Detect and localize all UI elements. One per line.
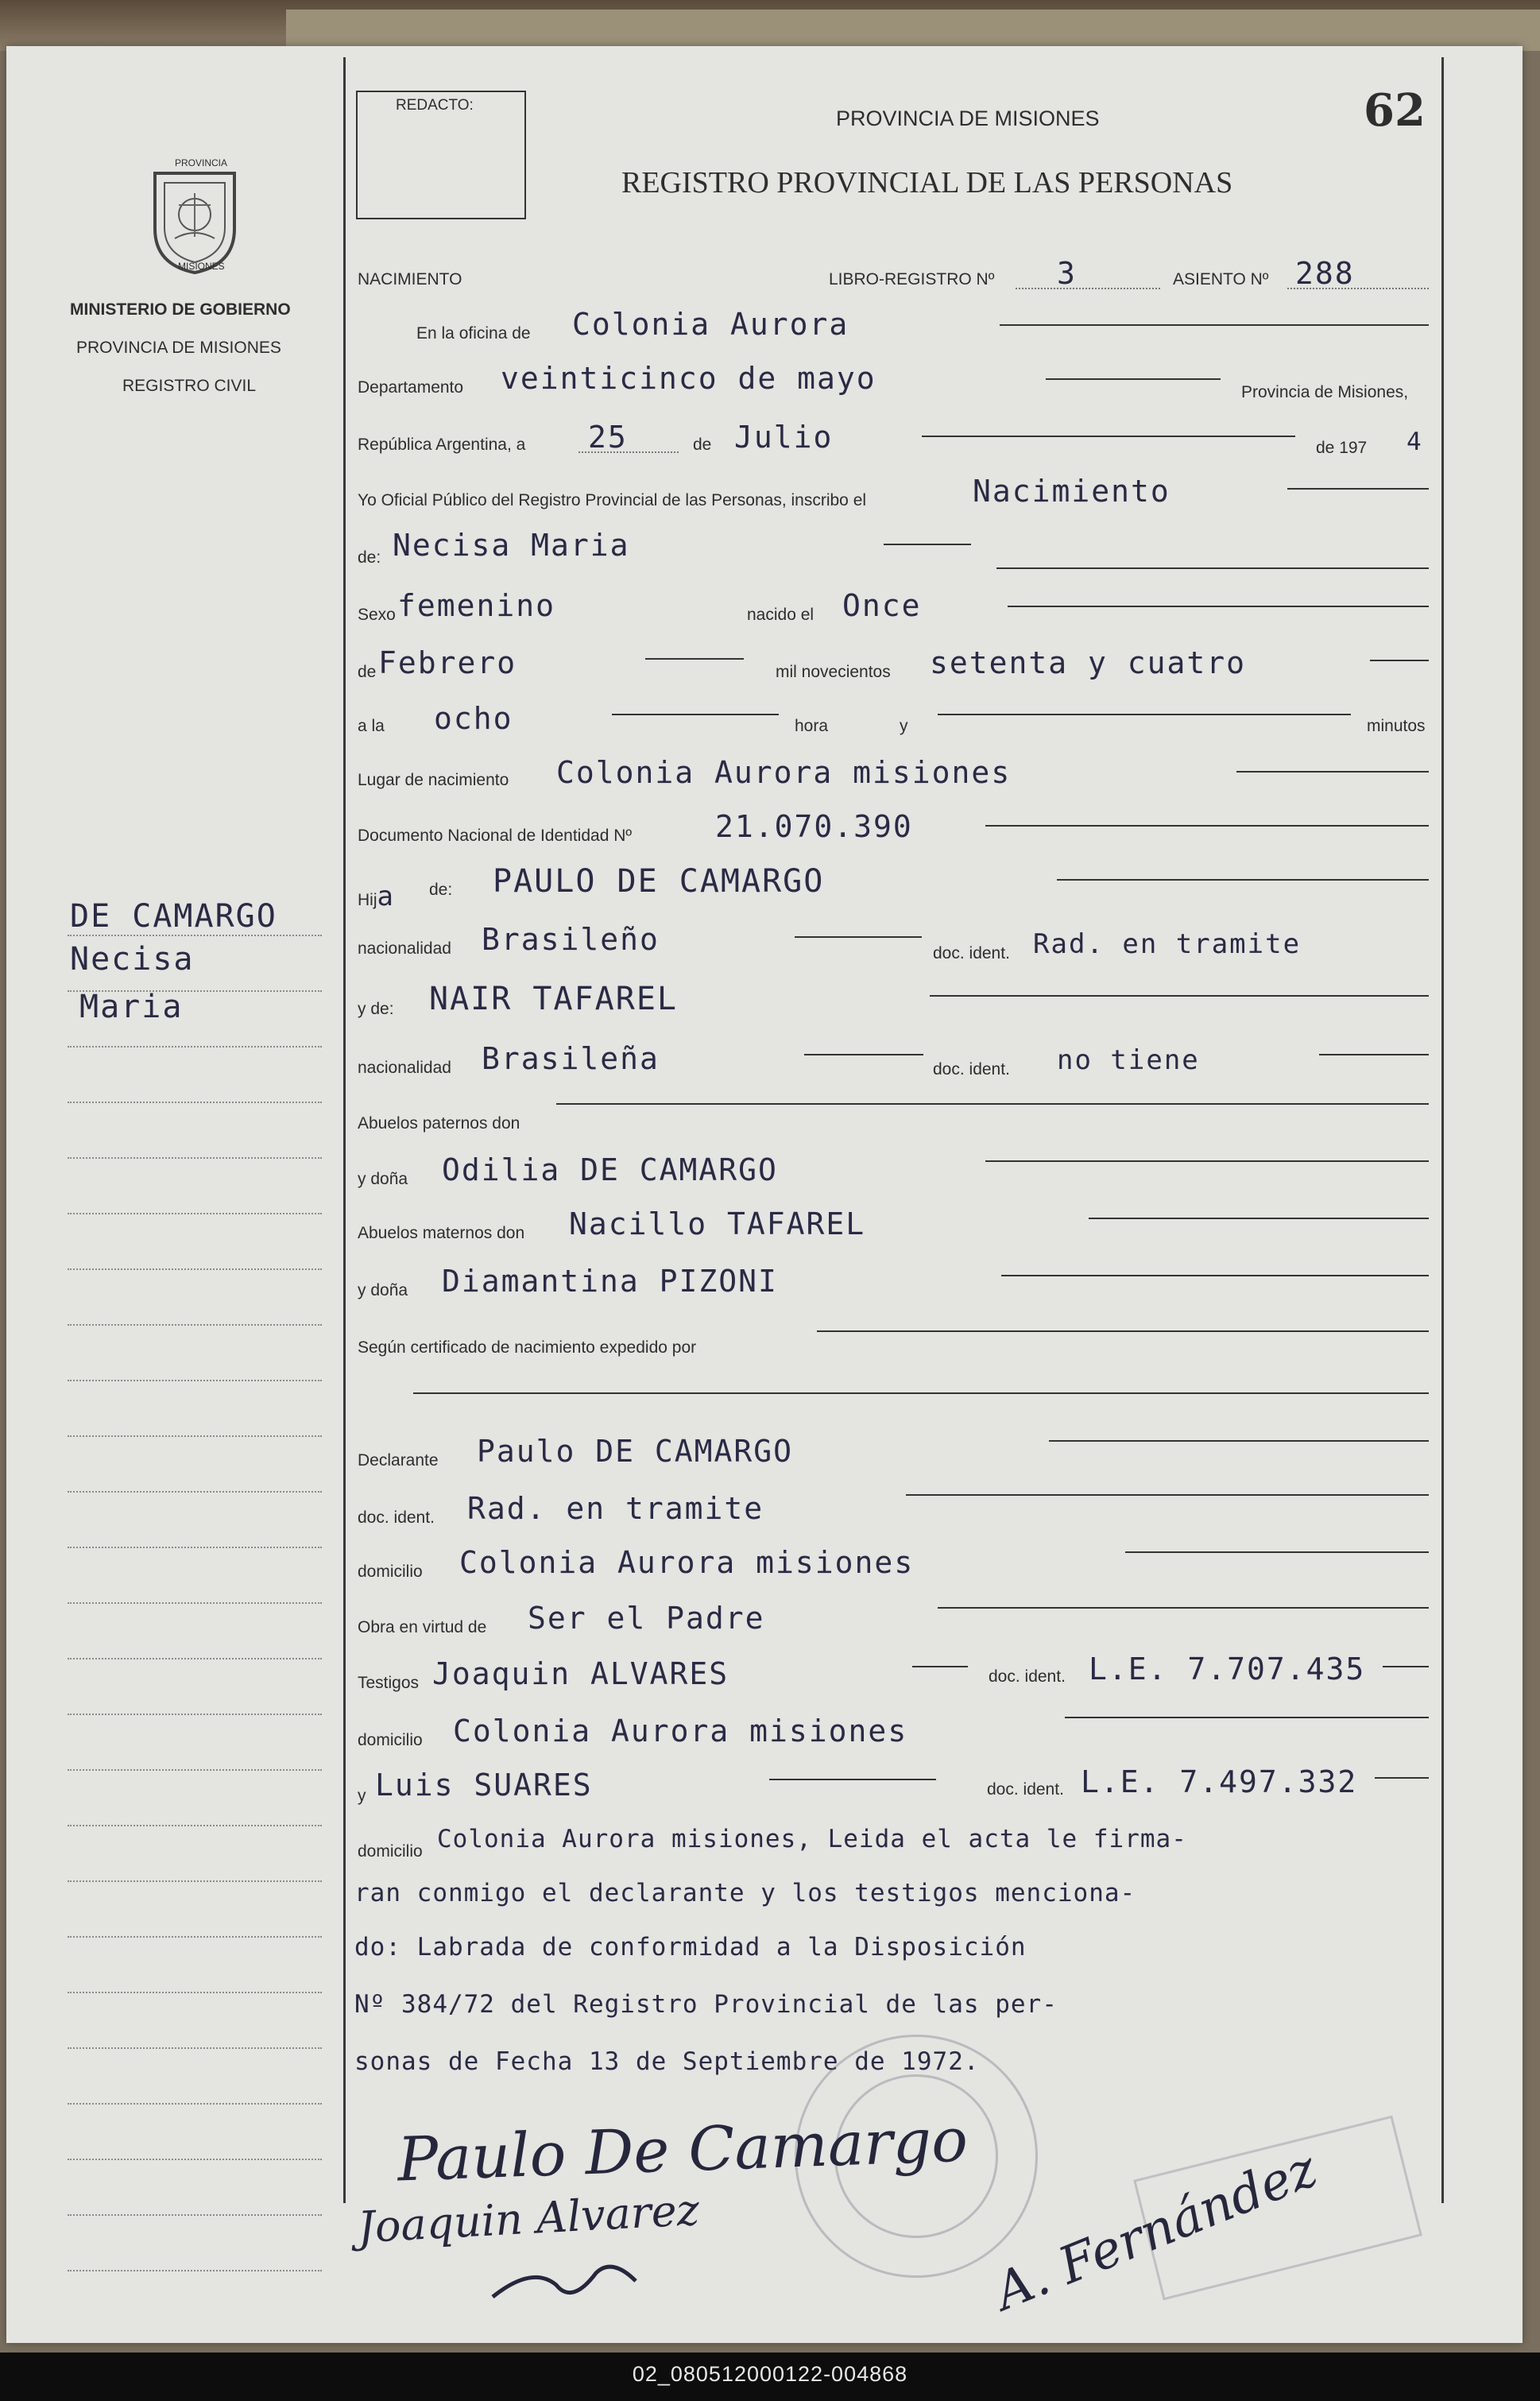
declarante-label: Declarante [358, 1451, 439, 1470]
name-value: Necisa Maria [393, 528, 630, 563]
margin-ruled-line [68, 1491, 322, 1493]
lugar-value: Colonia Aurora misiones [556, 755, 1012, 790]
margin-ruled-line [68, 1268, 322, 1270]
oficina-value: Colonia Aurora [572, 307, 849, 342]
birth-year-line [1370, 660, 1429, 661]
decl-dom-line [1125, 1551, 1429, 1553]
segun-label: Según certificado de nacimiento expedido por [358, 1338, 697, 1357]
month-value: Julio [734, 420, 834, 455]
hora-value: ocho [434, 701, 513, 736]
margin-ruled-line [68, 1324, 322, 1326]
margin-ruled-line [68, 1658, 322, 1659]
month-line [922, 436, 1295, 437]
testigo2-signature-mark [485, 2249, 644, 2313]
decl-doc-line [906, 1494, 1429, 1496]
minutos-label: minutos [1367, 717, 1426, 735]
abuela-pat-line [985, 1160, 1429, 1162]
declarante-signature: Paulo De Camargo [396, 2104, 969, 2195]
day-value: 25 [588, 420, 628, 455]
acto-value: Nacimiento [973, 474, 1170, 509]
page-number: 62 [1364, 84, 1426, 137]
mother-doc-value: no tiene [1057, 1044, 1200, 1076]
province-heading: PROVINCIA DE MISIONES [836, 106, 1100, 130]
ydona-mat-label: y doña [358, 1281, 408, 1299]
seal-bottom-text: MISIONES [178, 261, 225, 272]
hora-label: hora [795, 717, 829, 735]
lugar-line [1236, 771, 1429, 773]
republica-label: República Argentina, a [358, 436, 526, 454]
misiones-seal-icon [143, 157, 246, 277]
acta-text-line-4: Nº 384/72 del Registro Provincial de las per- [354, 1990, 1058, 2019]
acta-text-line-5: sonas de Fecha 13 de Septiembre de 1972. [354, 2047, 980, 2076]
de-name-label: de: [358, 548, 381, 567]
father-doc-value: Rad. en tramite [1033, 928, 1302, 960]
libro-line [1016, 288, 1160, 289]
seal-top-text: PROVINCIA [175, 157, 228, 168]
acta-text-line-3: do: Labrada de conformidad a la Disposición [354, 1933, 1027, 1961]
registry-title: REGISTRO PROVINCIAL DE LAS PERSONAS [621, 166, 1233, 199]
sexo-value: femenino [397, 588, 556, 623]
margin-ruled-line [68, 1880, 322, 1882]
abuelo-mat-value: Nacillo TAFAREL [569, 1206, 866, 1241]
de2-label: de [358, 663, 377, 681]
domicilio-final-label: domicilio [358, 1842, 423, 1861]
decl-doc-value: Rad. en tramite [467, 1491, 764, 1526]
hora-line-1 [612, 714, 779, 715]
testigo1-doc-line [1383, 1666, 1429, 1667]
segun-line-2 [413, 1392, 1429, 1394]
oficial-label: Yo Oficial Público del Registro Provincial de las Personas, inscribo el [358, 491, 867, 509]
declarante-value: Paulo DE CAMARGO [477, 1434, 794, 1469]
hijo-suffix: a [377, 881, 395, 912]
obra-value: Ser el Padre [528, 1601, 765, 1636]
year-label: de 197 [1316, 439, 1368, 457]
testigo2-value: Luis SUARES [375, 1768, 593, 1803]
mother-nacionalidad-label: nacionalidad [358, 1059, 451, 1077]
left-column-divider [343, 57, 346, 2203]
name-line-1 [884, 544, 971, 545]
yde-label: y de: [358, 1000, 394, 1018]
acto-line [1287, 488, 1429, 490]
margin-ruled-line [68, 1825, 322, 1826]
margin-ruled-line [68, 2159, 322, 2160]
birth-month-line [645, 658, 744, 660]
mother-nat-value: Brasileña [482, 1041, 660, 1076]
asiento-label: ASIENTO Nº [1173, 270, 1269, 289]
asiento-value: 288 [1295, 256, 1355, 291]
birth-month-value: Febrero [378, 645, 517, 680]
mother-line [930, 995, 1429, 997]
lugar-label: Lugar de nacimiento [358, 771, 509, 789]
margin-ruled-line [68, 1714, 322, 1715]
hijo-de-label: de: [429, 881, 453, 899]
hijo-prefix: Hij [358, 891, 377, 909]
ministry-line-1: MINISTERIO DE GOBIERNO [70, 300, 291, 319]
abuelo-pat-line [556, 1103, 1429, 1105]
obra-label: Obra en virtud de [358, 1618, 487, 1636]
margin-ruled-line [68, 1547, 322, 1548]
decl-dom-label: domicilio [358, 1563, 423, 1581]
margin-surname: DE CAMARGO [70, 898, 277, 935]
declarante-line [1049, 1440, 1429, 1442]
abuelos-mat-label: Abuelos maternos don [358, 1224, 525, 1242]
margin-second-name: Maria [79, 989, 184, 1025]
y-label: y [900, 717, 908, 735]
mil-label: mil novecientos [776, 663, 891, 681]
de-label: de [693, 436, 712, 454]
book-binding-strip [286, 10, 1540, 51]
provincia-label: Provincia de Misiones, [1241, 383, 1409, 401]
ministry-line-3: REGISTRO CIVIL [122, 377, 257, 395]
ala-label: a la [358, 717, 385, 735]
testigo2-line [769, 1779, 936, 1780]
mother-nat-line [804, 1054, 923, 1055]
acta-text-line-2: ran conmigo el declarante y los testigos menciona- [354, 1879, 1136, 1907]
day-line [578, 451, 679, 453]
ministry-line-2: PROVINCIA DE MISIONES [76, 339, 281, 357]
abuelo-mat-line [1089, 1218, 1429, 1219]
margin-ruled-line [68, 1602, 322, 1604]
libro-label: LIBRO-REGISTRO Nº [829, 270, 995, 289]
testigo2-y-label: y [358, 1787, 366, 1805]
decl-doc-label: doc. ident. [358, 1508, 435, 1527]
testigo1-signature: Joaquin Alvarez [356, 2184, 701, 2253]
margin-ruled-line [68, 1380, 322, 1381]
dni-value: 21.070.390 [715, 809, 913, 844]
margin-ruled-line [68, 2103, 322, 2105]
oficial-signature: A. Fernández [986, 2140, 1325, 2322]
oficina-label: En la oficina de [416, 324, 531, 343]
margin-ruled-line [68, 1936, 322, 1938]
redacto-label: REDACTO: [396, 97, 474, 114]
mother-doc-line [1319, 1054, 1429, 1055]
margin-ruled-line [68, 1435, 322, 1437]
abuela-pat-value: Odilia DE CAMARGO [442, 1152, 778, 1187]
margin-ruled-line [68, 935, 322, 936]
name-line-2 [996, 567, 1429, 569]
margin-ruled-line [68, 1769, 322, 1771]
father-nat-value: Brasileño [482, 922, 660, 957]
image-caption: 02_080512000122-004868 [632, 2362, 908, 2386]
nacido-line [1008, 606, 1429, 607]
margin-ruled-line [68, 990, 322, 992]
testigo1-value: Joaquin ALVARES [432, 1656, 729, 1691]
departamento-value: veinticinco de mayo [501, 361, 876, 396]
dni-label: Documento Nacional de Identidad Nº [358, 827, 633, 845]
testigo2-doc-label: doc. ident. [987, 1780, 1064, 1799]
departamento-line [1046, 378, 1221, 380]
father-value: PAULO DE CAMARGO [493, 863, 825, 900]
sexo-label: Sexo [358, 606, 396, 624]
testigo1-doc-value: L.E. 7.707.435 [1089, 1652, 1366, 1687]
birth-year-value: setenta y cuatro [930, 645, 1247, 680]
oficina-line [1000, 324, 1429, 326]
father-line [1057, 879, 1429, 881]
mother-value: NAIR TAFAREL [429, 981, 678, 1017]
margin-ruled-line [68, 1213, 322, 1214]
departamento-label: Departamento [358, 378, 464, 397]
father-nat-line [795, 936, 922, 938]
abuelos-pat-label: Abuelos paternos don [358, 1114, 520, 1133]
minutos-line [938, 714, 1351, 715]
nacido-label: nacido el [747, 606, 814, 624]
year-digit: 4 [1407, 428, 1422, 456]
testigo1-dom-line [1065, 1717, 1429, 1718]
testigos-label: Testigos [358, 1674, 420, 1692]
hijo-label [358, 881, 395, 912]
margin-ruled-line [68, 2047, 322, 2049]
margin-ruled-line [68, 2270, 322, 2271]
father-nacionalidad-label: nacionalidad [358, 939, 451, 958]
abuela-mat-value: Diamantina PIZONI [442, 1264, 778, 1299]
nacido-value: Once [842, 588, 922, 623]
segun-line [817, 1330, 1429, 1332]
mother-doc-label: doc. ident. [933, 1060, 1010, 1079]
margin-ruled-line [68, 1157, 322, 1159]
margin-ruled-line [68, 1046, 322, 1048]
father-doc-label: doc. ident. [933, 944, 1010, 962]
margin-ruled-line [68, 2214, 322, 2216]
libro-value: 3 [1057, 256, 1077, 291]
obra-line [938, 1607, 1429, 1609]
domicilio-final-value: Colonia Aurora misiones, Leida el acta le firma- [437, 1825, 1187, 1853]
testigo2-doc-value: L.E. 7.497.332 [1081, 1764, 1358, 1799]
ydona-pat-label: y doña [358, 1170, 408, 1188]
testigo1-doc-label: doc. ident. [989, 1667, 1066, 1686]
testigo1-dom-label: domicilio [358, 1731, 423, 1749]
margin-ruled-line [68, 1992, 322, 1993]
nacimiento-label: NACIMIENTO [358, 270, 462, 289]
dni-line [985, 825, 1429, 827]
margin-ruled-line [68, 1102, 322, 1103]
abuela-mat-line [1001, 1275, 1429, 1276]
margin-first-name: Necisa [70, 941, 195, 978]
testigo1-dom-value: Colonia Aurora misiones [453, 1714, 908, 1748]
right-border [1441, 57, 1444, 2203]
decl-dom-value: Colonia Aurora misiones [459, 1545, 915, 1580]
testigo2-doc-line [1375, 1777, 1429, 1779]
testigo1-line [912, 1666, 968, 1667]
